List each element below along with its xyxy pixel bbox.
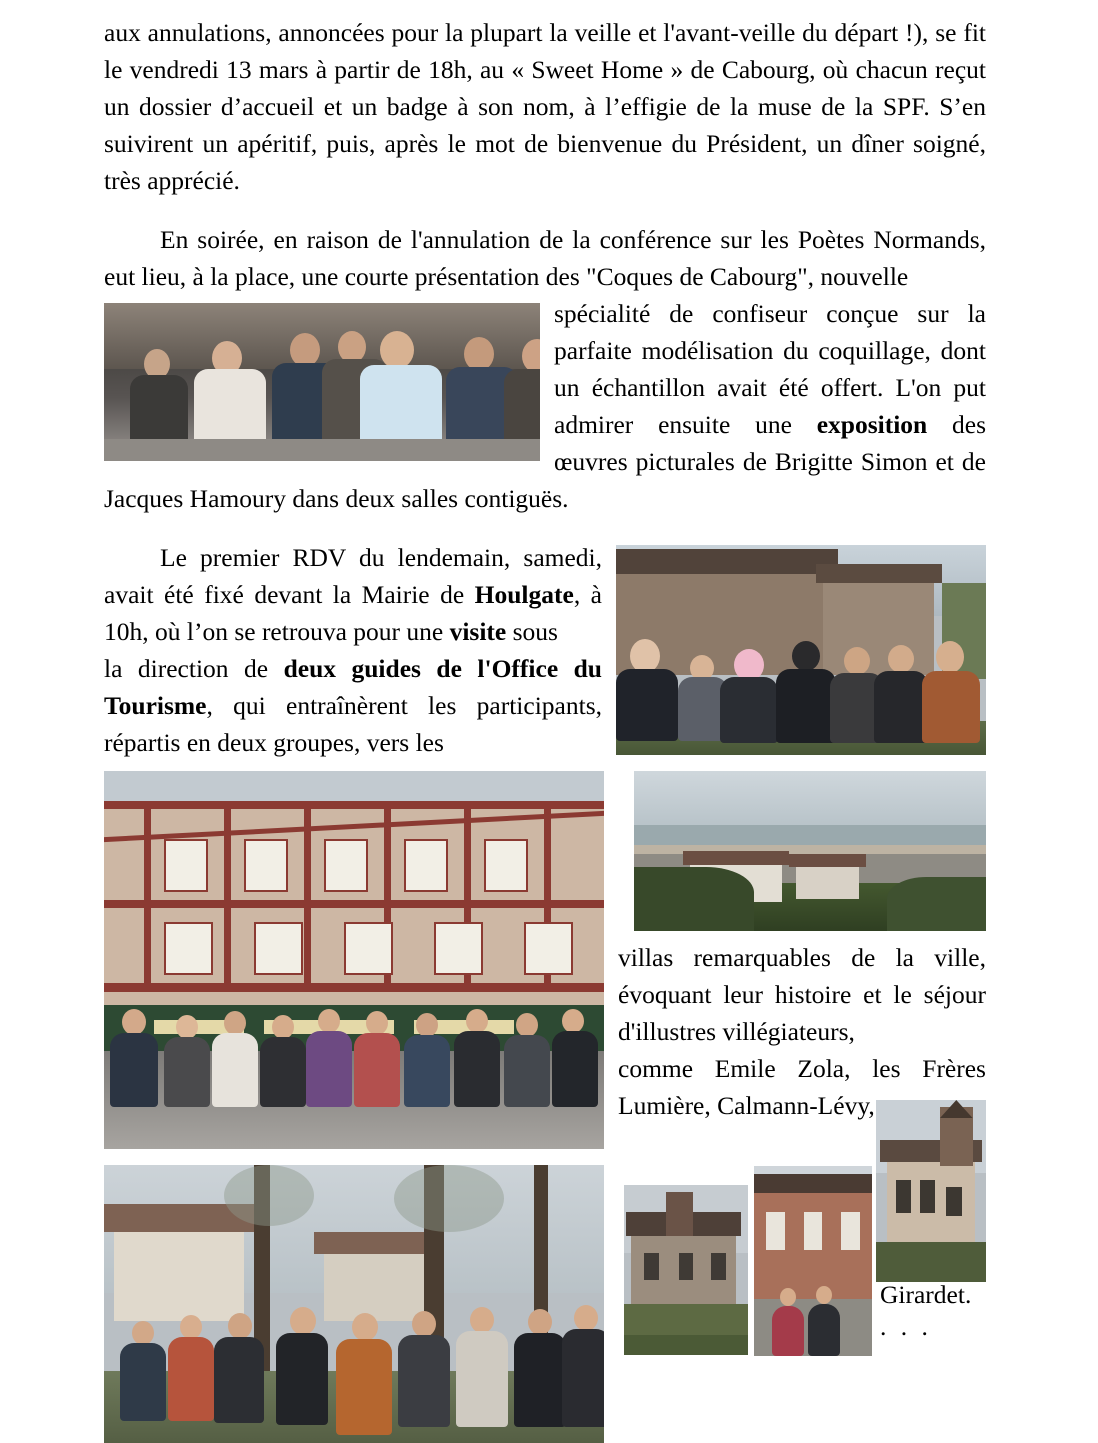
img-audience: [104, 303, 540, 461]
img-guides: [616, 545, 986, 755]
img-villa-1: [624, 1185, 748, 1355]
bold-exposition: exposition: [816, 410, 928, 439]
img-villa-2: [754, 1166, 872, 1356]
bold-visite: visite: [449, 617, 507, 646]
img-trees-group: [104, 1165, 604, 1443]
paragraph-celebrities: comme Emile Zola, les Frères Lumière, Calmann-Lévy,: [618, 1054, 986, 1120]
paragraph-ellipsis: . . .: [880, 1312, 932, 1341]
paragraph-evening-lead: En soirée, en raison de l'annulation de la conférence sur les Poètes Normands, eut lieu, à la place, une courte présentation des "Coques de Cabourg", nouvelle: [104, 225, 986, 291]
paragraph-guides: la direction de deux guides de l'Office du Tourisme, qui entraînèrent les participants, répartis en deux groupes, vers les: [104, 654, 602, 757]
paragraph-intro: aux annulations, annoncées pour la plupart la veille et l'avant-veille du départ !), se fit le vendredi 13 mars à partir de 18h, au « Sweet Home » de Cabourg, où chacun reçut un dossier d’accueil et un badge à son nom, à l’effigie de la muse de la SPF. S’en suivirent un apéritif, puis, après le mot de bienvenue du Président, un dîner soigné, très apprécié.: [104, 18, 986, 195]
paragraph-gap-2: [104, 517, 986, 539]
img-villa-3: [876, 1100, 986, 1282]
paragraph-evening-cont: spécialité de confiseur conçue sur la parfaite modélisation du coquillage, dont un échantillon avait été offert. L'on put admirer ensuite une exposition des œuvres picturales de Brigitte Simon et de Jacques Hamoury dans deux salles contiguës.: [104, 299, 986, 513]
bold-office-tourisme: deux guides de l'Office du Tourisme: [104, 654, 602, 720]
paragraph-saturday: Le premier RDV du lendemain, samedi, avait été fixé devant la Mairie de Houlgate, à 10h, où l’on se retrouva pour une visite sous: [104, 543, 602, 646]
img-seaside: [634, 771, 986, 931]
bold-houlgate: Houlgate: [474, 580, 574, 609]
paragraph-girardet: Girardet.: [880, 1280, 972, 1309]
paragraph-villas: villas remarquables de la ville, évoquant leur histoire et le séjour d'illustres villégiateurs,: [618, 943, 986, 1046]
img-market-hall: [104, 771, 604, 1149]
paragraph-gap: [104, 199, 986, 221]
